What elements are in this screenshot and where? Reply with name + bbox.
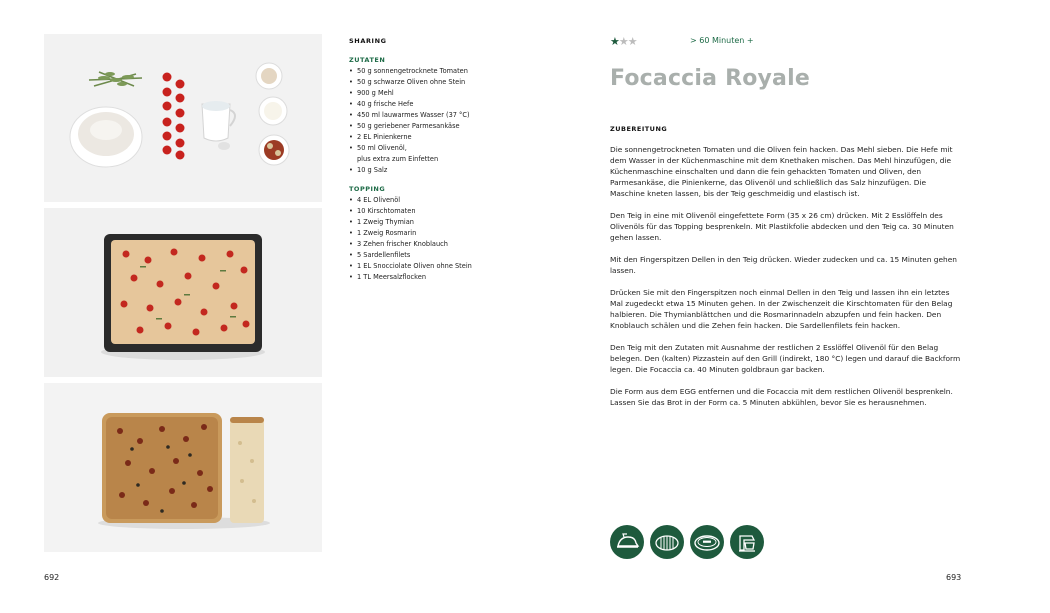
list-item-text: 50 ml Olivenöl,	[357, 144, 407, 152]
paragraph: Drücken Sie mit den Fingerspitzen noch einmal Dellen in den Teig und lassen ihn ein letztes Mal zugedeckt etwa 15 Minuten gehen. In der Zwischenzeit die Kirschtomaten für den Belag halbieren. Die Thymianblättchen und die Rosmarinnadeln abzupfen und fein hacken. Den Knoblauch schälen und die Zehen fein hacken. Die Sardellenfilets fein hacken.	[610, 288, 953, 330]
list-item: • 2 EL Pinienkerne	[349, 132, 569, 143]
list-item-olivenoel	[349, 143, 569, 165]
list-item: • 4 EL Olivenöl	[349, 195, 569, 206]
equipment-icons	[610, 525, 780, 559]
list-item: • 10 Kirschtomaten	[349, 206, 569, 217]
list-item: • 1 TL Meersalzflocken	[349, 272, 569, 283]
topping-list	[349, 195, 569, 283]
paragraph: Die Form aus dem EGG entfernen und die Focaccia mit dem restlichen Olivenöl besprenkeln. Lassen Sie das Brot in der Form ca. 5 Minuten abkühlen, bevor Sie es herausnehmen.	[610, 387, 953, 407]
topping-heading: TOPPING	[349, 185, 386, 193]
sharing-label: SHARING	[349, 37, 387, 45]
zutaten-list	[349, 66, 569, 176]
list-item: • 450 ml lauwarmes Wasser (37 °C)	[349, 110, 569, 121]
grill-grid-icon	[650, 525, 684, 559]
paragraph: Den Teig mit den Zutaten mit Ausnahme der restlichen 2 Esslöffel Olivenöl für den Belag belegen. Den (kalten) Pizzastein auf den Grill (indirekt, 180 °C) legen und darauf die Backform legen. Die Focaccia ca. 40 Minuten goldbraun gar backen.	[610, 343, 961, 374]
list-item: • 900 g Mehl	[349, 88, 569, 99]
ingredients-column	[349, 37, 569, 292]
difficulty-rating	[610, 35, 637, 48]
paragraph: Den Teig in eine mit Olivenöl eingefettete Form (35 x 26 cm) drücken. Mit 2 Esslöffeln des Olivenöls für das Topping besprenkeln. Mit Plastikfolie abdecken und den Teig ca. 30 Minuten gehen lassen.	[610, 211, 954, 242]
cooking-time: > 60 Minuten +	[690, 36, 754, 45]
list-item: • 1 Zweig Rosmarin	[349, 228, 569, 239]
star-filled-icon: ★	[610, 35, 619, 48]
list-item: • 10 g Salz	[349, 165, 569, 176]
recipe-title: Focaccia Royale	[610, 66, 810, 91]
paragraph: Die sonnengetrockneten Tomaten und die Oliven fein hacken. Das Mehl sieben. Die Hefe mit dem Wasser in der Küchenmaschine mit dem Knethaken mischen. Das Mehl hinzufügen, die Küchenmaschine einschalten und dann die fein gehackten Tomaten und Oliven, den Parmesankäse, die Pinienkerne, das Olivenöl und schließlich das Salz hinzufügen. Die Maschine kneten lassen, bis der Teig geschmeidig und elastisch ist.	[610, 145, 953, 198]
list-item: • 50 g sonnengetrocknete Tomaten	[349, 66, 569, 77]
dough-in-pan-photo	[44, 208, 322, 377]
recipe-meta	[610, 35, 1000, 49]
page-number-right: 693	[946, 573, 962, 582]
list-item: • 1 EL Snocciolate Oliven ohne Stein	[349, 261, 569, 272]
list-item: • 40 g frische Hefe	[349, 99, 569, 110]
paragraph: Mit den Fingerspitzen Dellen in den Teig drücken. Wieder zudecken und ca. 15 Minuten gehen lassen.	[610, 255, 957, 275]
list-item-subtext: plus extra zum Einfetten	[357, 155, 439, 163]
baked-focaccia-photo	[44, 383, 322, 552]
preparation-heading: ZUBEREITUNG	[610, 125, 668, 133]
star-empty-icon: ★★	[618, 35, 637, 48]
preparation-text	[610, 144, 962, 419]
zutaten-heading: ZUTATEN	[349, 56, 386, 64]
list-item: • 5 Sardellenfilets	[349, 250, 569, 261]
page-number-left: 692	[44, 573, 60, 582]
pizza-stone-icon	[690, 525, 724, 559]
egg-lid-icon	[610, 525, 644, 559]
stand-mixer-icon	[730, 525, 764, 559]
list-item: • 50 g geriebener Parmesankäse	[349, 121, 569, 132]
list-item: • 1 Zweig Thymian	[349, 217, 569, 228]
ingredients-photo	[44, 34, 322, 202]
list-item: • 50 g schwarze Oliven ohne Stein	[349, 77, 569, 88]
list-item: • 3 Zehen frischer Knoblauch	[349, 239, 569, 250]
